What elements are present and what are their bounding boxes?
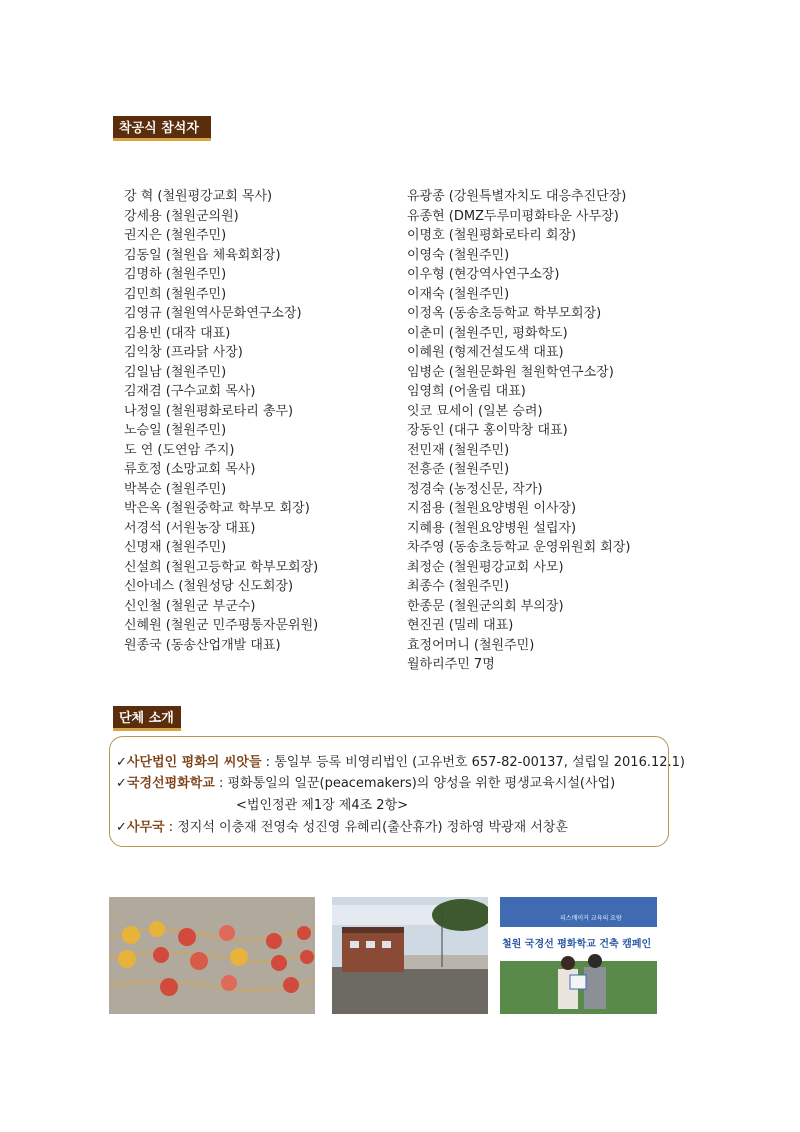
attendee-entry: 최정순 (철원평강교회 사모) bbox=[407, 559, 564, 575]
attendee-entry: 김익창 (프라닭 사장) bbox=[124, 345, 243, 360]
attendees-right-column bbox=[407, 187, 630, 675]
attendee-entry: 권지은 (철원주민) bbox=[124, 228, 227, 243]
attendee-entry: 김용빈 (대작 대표) bbox=[124, 325, 231, 341]
attendee-entry: 지점용 (철원요양병원 이사장) bbox=[407, 501, 577, 516]
campaign-sign-top: 피스메이커 교육의 요람 bbox=[560, 915, 622, 922]
attendee-entry: 유광종 (강원특별자치도 대응추진단장) bbox=[407, 189, 627, 204]
paper-flowers-photo bbox=[109, 897, 315, 1014]
attendee-entry: 이재숙 (철원주민) bbox=[407, 286, 510, 302]
attendee-entry: 도 연 (도연암 주지) bbox=[124, 442, 235, 458]
attendee-entry: 김영규 (철원역사문화연구소장) bbox=[124, 306, 302, 321]
attendee-entry: 장동인 (대구 홍이막창 대표) bbox=[407, 423, 568, 438]
attendee-entry: 정경숙 (농정신문, 작가) bbox=[407, 481, 543, 497]
attendee-entry: 이명호 (철원평화로타리 회장) bbox=[407, 228, 577, 243]
attendees-left-column bbox=[124, 187, 318, 655]
org-text: : 평화통일의 일꾼(peacemakers)의 양성을 위한 평생교육시설(사업) bbox=[214, 776, 616, 791]
attendee-entry: 신인철 (철원군 부군수) bbox=[124, 598, 256, 614]
org-line-office bbox=[116, 816, 568, 835]
org-line-statute: <법인정관 제1장 제4조 2항> bbox=[236, 798, 409, 813]
attendee-entry: 이우형 (현강역사연구소장) bbox=[407, 267, 560, 282]
attendee-entry: 김재겸 (구수교회 목사) bbox=[124, 384, 256, 399]
attendee-entry: 박은옥 (철원중학교 학부모 회장) bbox=[124, 501, 310, 516]
attendee-entry: 전흥준 (철원주민) bbox=[407, 462, 510, 477]
attendee-entry: 유종현 (DMZ두루미평화타운 사무장) bbox=[407, 208, 619, 224]
attendee-entry: 나정일 (철원평화로타리 총무) bbox=[124, 403, 294, 419]
check-icon: ✓ bbox=[116, 776, 127, 791]
org-text: : 통일부 등록 비영리법인 (고유번호 657-82-00137, 설립일 2016.12.1) bbox=[261, 755, 686, 770]
attendee-entry: 김동일 (철원읍 체육회회장) bbox=[124, 247, 281, 263]
building-photo bbox=[332, 897, 488, 1014]
attendee-entry: 임영희 (어울림 대표) bbox=[407, 384, 526, 399]
attendee-entry: 이혜원 (형제건설도색 대표) bbox=[407, 345, 564, 360]
attendee-entry: 이춘미 (철원주민, 평화학도) bbox=[407, 325, 568, 341]
attendee-entry: 김일남 (철원주민) bbox=[124, 364, 227, 380]
attendee-entry: 효정어머니 (철원주민) bbox=[407, 637, 535, 653]
check-icon: ✓ bbox=[116, 820, 127, 835]
attendee-entry: 월하리주민 7명 bbox=[407, 657, 495, 672]
attendee-entry: 노승일 (철원주민) bbox=[124, 423, 227, 438]
attendee-entry: 이정옥 (동송초등학교 학부모회장) bbox=[407, 306, 602, 321]
attendee-entry: 박복순 (철원주민) bbox=[124, 481, 227, 497]
attendee-entry: 임병순 (철원문화원 철원학연구소장) bbox=[407, 364, 614, 380]
attendee-entry: 원종국 (동송산업개발 대표) bbox=[124, 637, 281, 653]
org-label: 사단법인 평화의 씨앗들 bbox=[126, 755, 262, 770]
org-line-foundation bbox=[116, 751, 685, 770]
org-line-school bbox=[116, 772, 615, 791]
attendee-entry: 차주영 (동송초등학교 운영위원회 회장) bbox=[407, 540, 631, 555]
org-label: 국경선평화학교 bbox=[126, 776, 215, 791]
attendee-entry: 신명재 (철원주민) bbox=[124, 540, 227, 555]
attendees-section-title: 착공식 참석자 bbox=[113, 116, 211, 141]
attendee-entry: 이영숙 (철원주민) bbox=[407, 247, 510, 263]
attendee-entry: 전민재 (철원주민) bbox=[407, 442, 510, 458]
attendee-entry: 신혜원 (철원군 민주평통자문위원) bbox=[124, 618, 319, 633]
attendee-entry: 류호정 (소망교회 목사) bbox=[124, 462, 256, 477]
attendee-entry: 김명하 (철원주민) bbox=[124, 267, 227, 282]
attendee-entry: 김민희 (철원주민) bbox=[124, 286, 227, 302]
attendee-entry: 강 혁 (철원평강교회 목사) bbox=[124, 189, 273, 204]
campaign-banner-text: 철원 국경선 평화학교 건축 캠페인 bbox=[502, 939, 652, 950]
attendee-entry: 서경석 (서원농장 대표) bbox=[124, 520, 256, 536]
attendee-entry: 현진권 (밀레 대표) bbox=[407, 618, 514, 633]
attendee-entry: 신설희 (철원고등학교 학부모회장) bbox=[124, 559, 319, 575]
org-label: 사무국 bbox=[126, 820, 165, 835]
campaign-photo bbox=[500, 897, 657, 1014]
attendee-entry: 한종문 (철원군의회 부의장) bbox=[407, 598, 564, 614]
attendee-entry: 최종수 (철원주민) bbox=[407, 579, 510, 594]
attendee-entry: 신아네스 (철원성당 신도회장) bbox=[124, 579, 294, 594]
attendee-entry: 잇코 묘세이 (일본 승려) bbox=[407, 403, 543, 419]
check-icon: ✓ bbox=[116, 755, 127, 770]
attendee-entry: 지혜용 (철원요양병원 설립자) bbox=[407, 520, 577, 536]
org-text: : 정지석 이충재 전영숙 성진영 유혜리(출산휴가) 정하영 박광재 서창훈 bbox=[164, 820, 568, 835]
attendee-entry: 강세용 (철원군의원) bbox=[124, 208, 239, 224]
org-section-title: 단체 소개 bbox=[113, 706, 181, 731]
org-intro-box bbox=[109, 736, 686, 847]
